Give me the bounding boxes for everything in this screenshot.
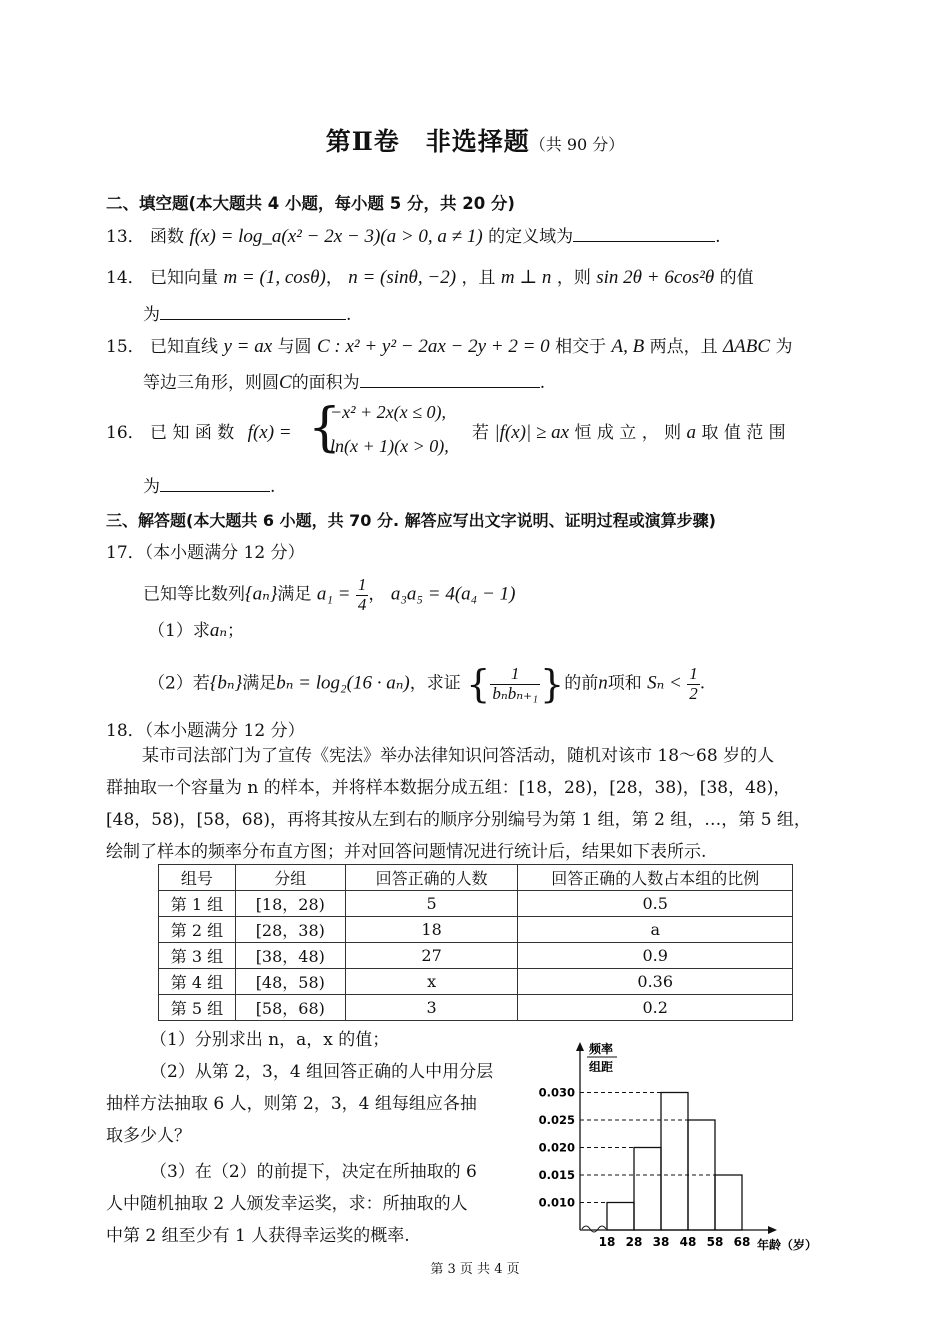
q14-pre: 已知向量 (150, 268, 219, 288)
table-cell: 第 3 组 (159, 943, 236, 969)
q13-number: 13． (106, 227, 145, 247)
q17-a1: a₁ = (316, 583, 351, 605)
q17-part1 (148, 616, 244, 642)
q16-end: . (270, 477, 276, 497)
table-cell: 0.36 (518, 969, 793, 995)
q18-sub3-l1: （3）在（2）的前提下，决定在所抽取的 6 (150, 1162, 477, 1182)
q18-sub2-l2: 抽样方法抽取 6 人，则第 2，3，4 组每组应各抽 (106, 1094, 477, 1114)
q18-subquestions (106, 1024, 526, 1252)
question-16-right (472, 418, 786, 444)
y-axis-arrow-icon (576, 1042, 584, 1051)
table-cell: 第 2 组 (159, 917, 236, 943)
q14-line2: 为 (143, 305, 160, 325)
table-cell: 5 (345, 891, 518, 917)
q15-points: A, B (611, 336, 645, 357)
q16-mid2: 恒 成 立 ， 则 (574, 423, 682, 443)
question-16-line2 (143, 472, 275, 497)
page-footer: 第 3 页 共 4 页 (430, 1262, 520, 1277)
table-cell: 第 4 组 (159, 969, 236, 995)
x-tick-label: 58 (706, 1235, 724, 1249)
y-tick-label: 0.010 (538, 1195, 575, 1210)
q14-mid2: ，则 (556, 268, 591, 288)
section3-heading: 三、解答题(本大题共 6 小题，共 70 分. 解答应写出文字说明、证明过程或演算步骤) (106, 511, 716, 530)
question-15 (106, 332, 792, 358)
q18-para1: 某市司法部门为了宣传《宪法》举办法律知识问答活动，随机对该市 18～68 岁的人 (142, 746, 775, 766)
q13-answer-blank[interactable] (573, 225, 715, 242)
table-cell: 18 (345, 917, 518, 943)
q15-mid3: 两点，且 (649, 337, 718, 357)
q17-stem (143, 576, 515, 614)
table-cell: x (345, 969, 518, 995)
table-cell: 3 (345, 995, 518, 1021)
table-cell: 0.9 (518, 943, 793, 969)
q15-c: C (279, 372, 292, 393)
x-tick-label: 38 (652, 1235, 670, 1249)
x-label: 年龄（岁） (757, 1238, 818, 1252)
histogram-static (576, 1041, 817, 1252)
q18-sub1: （1）分别求出 n，a，x 的值； (150, 1030, 390, 1050)
q17-p2-mid2: ，求证 (409, 673, 461, 694)
x-axis-arrow-icon (768, 1226, 777, 1234)
table-cell: [58，68) (235, 995, 345, 1021)
q14-vector-n: n = (sinθ, −2) (348, 267, 457, 288)
q14-sep: ， (325, 268, 343, 288)
question-15-line2 (143, 368, 545, 394)
q15-circle-eq: C : x² + y² − 2ax − 2y + 2 = 0 (316, 336, 550, 357)
q17-p2-mid: 满足 (242, 673, 277, 694)
q15-number: 15． (106, 337, 145, 357)
q17-seq-b: {bₙ} (209, 672, 243, 694)
q17-p2-mid3: 的前 (564, 673, 599, 694)
q17-number: 17．（本小题满分 12 分） (106, 543, 305, 563)
table-cell: 0.5 (518, 891, 793, 917)
table-header: 回答正确的人数 (345, 865, 518, 891)
table-row (159, 917, 793, 943)
q17-n: n (598, 672, 608, 694)
axis-break-icon (582, 1226, 606, 1232)
q16-answer-blank[interactable] (160, 475, 270, 492)
y-tick-label: 0.020 (538, 1140, 575, 1155)
q15-mid2: 相交于 (555, 337, 607, 357)
q13-pre: 函数 (150, 227, 185, 247)
q17-p2-label: （2）若 (148, 673, 210, 694)
q18-number: 18．（本小题满分 12 分） (106, 721, 305, 741)
q16-number: 16． (106, 423, 145, 443)
q17-bn: bₙ = log₂(16 · aₙ) (276, 672, 410, 694)
q15-line2-pre: 等边三角形，则圆 (143, 373, 279, 393)
q15-line2-post: 的面积为 (291, 373, 360, 393)
table-header-row (159, 865, 793, 891)
q16-mid: 若 (472, 423, 489, 443)
q14-vector-m: m = (1, cosθ) (223, 267, 326, 288)
table-cell: [48，58) (235, 969, 345, 995)
table-row (159, 969, 793, 995)
table-cell: 第 1 组 (159, 891, 236, 917)
q15-end: . (539, 373, 546, 393)
question-16 (106, 418, 292, 444)
q17-a1-den: 4 (357, 594, 367, 614)
table-cell: [18，28) (235, 891, 345, 917)
x-tick-label: 28 (625, 1235, 643, 1249)
question-13 (106, 222, 721, 248)
table-row (159, 891, 793, 917)
y-label-den: 组距 (589, 1060, 614, 1074)
table-cell: a (518, 917, 793, 943)
histogram-bars (539, 1086, 751, 1250)
q15-post: 为 (775, 337, 793, 357)
q15-answer-blank[interactable] (360, 371, 540, 388)
question-14-line2 (143, 300, 351, 325)
q17-p1-label: （1）求 (148, 621, 210, 641)
y-tick-label: 0.015 (538, 1168, 575, 1182)
q18-table (158, 864, 793, 1021)
q16-line2: 为 (143, 477, 160, 497)
page-title (0, 122, 950, 158)
histogram-bar (607, 1203, 634, 1231)
q13-end: . (715, 227, 721, 247)
q17-stem-pre: 已知等比数列 (143, 584, 245, 605)
q17-p2-end: . (699, 673, 706, 694)
table-row (159, 995, 793, 1021)
q17-stem-mid: 满足 (277, 584, 312, 605)
q15-mid: 与圆 (277, 337, 312, 357)
q15-triangle: ΔABC (723, 336, 771, 357)
q17-p1-end: ； (227, 621, 245, 641)
title-main: 第Ⅱ卷 非选择题 (325, 127, 530, 156)
q16-brace: { (308, 398, 342, 458)
q14-perp: m ⊥ n (500, 267, 552, 288)
q17-p2-mid4: 项和 (607, 673, 642, 694)
q18-para2: 群抽取一个容量为 n 的样本，并将样本数据分成五组：[18，28)，[28，38)，[38，48)， (106, 778, 791, 798)
question-14 (106, 263, 754, 289)
q14-mid: ，且 (461, 268, 496, 288)
q18-paragraph (106, 740, 866, 868)
table-header: 分组 (235, 865, 345, 891)
section2-heading: 二、填空题(本大题共 4 小题，每小题 5 分，共 20 分) (106, 194, 515, 213)
table-header: 组号 (159, 865, 236, 891)
q14-number: 14． (106, 268, 145, 288)
q17-p1-var: aₙ (209, 620, 228, 641)
q17-a1-fraction (356, 576, 369, 614)
q18-para3: [48，58)，[58，68)，再将其按从左到右的顺序分别编号为第 1 组，第 2 组，…，第 5 组， (106, 810, 811, 830)
histogram-bar (634, 1148, 661, 1231)
q14-post: 的值 (719, 268, 754, 288)
q17-half-fraction (687, 665, 700, 703)
title-sub: （共 90 分） (529, 135, 625, 154)
q16-pre: 已 知 函 数 (150, 423, 235, 443)
q17-sep: ， (368, 584, 386, 605)
q17-recip-num: 1 (490, 665, 540, 685)
q16-case1: −x² + 2x(x ≤ 0), (330, 402, 447, 422)
q16-fx: f(x) = (247, 422, 292, 443)
q14-answer-blank[interactable] (160, 303, 346, 320)
q17-seq-a: {aₙ} (245, 583, 278, 605)
x-tick-label: 68 (733, 1235, 751, 1249)
q17-half-num: 1 (689, 663, 698, 683)
q16-ineq: |f(x)| ≥ ax (494, 422, 570, 443)
q17-part2 (148, 662, 705, 706)
q15-pre: 已知直线 (150, 337, 219, 357)
q18-sub3-l3: 中第 2 组至少有 1 人获得幸运奖的概率. (106, 1226, 410, 1246)
q17-a1-num: 1 (357, 575, 367, 594)
q18-sub3-l2: 人中随机抽取 2 人颁发幸运奖，求：所抽取的人 (106, 1194, 468, 1214)
q17-half-den: 2 (689, 683, 698, 703)
q17-sn: Sₙ < (647, 672, 682, 694)
q17-recip-fraction (490, 665, 540, 703)
q16-post: 取 值 范 围 (701, 423, 786, 443)
y-tick-label: 0.025 (538, 1113, 575, 1127)
q14-end: . (346, 305, 352, 325)
y-tick-label: 0.030 (538, 1085, 575, 1100)
q17-right-brace: } (540, 662, 565, 706)
q17-recip-den: bₙbₙ₊₁ (492, 683, 539, 703)
table-cell: [28，38) (235, 917, 345, 943)
q18-para4: 绘制了样本的频率分布直方图；并对回答问题情况进行统计后，结果如下表所示. (106, 842, 707, 862)
q15-line-eq: y = ax (223, 336, 273, 357)
y-label-num: 频率 (589, 1042, 614, 1056)
q18-sub2-l3: 取多少人？ (106, 1126, 191, 1146)
x-tick-label: 18 (598, 1235, 616, 1249)
table-row (159, 943, 793, 969)
histogram-bar (715, 1175, 742, 1230)
table-cell: [38，48) (235, 943, 345, 969)
q13-formula: f(x) = log_a(x² − 2x − 3)(a > 0, a ≠ 1) (189, 226, 483, 247)
table-cell: 第 5 组 (159, 995, 236, 1021)
q16-a: a (686, 422, 697, 443)
table-header: 回答正确的人数占本组的比例 (518, 865, 793, 891)
q16-case2: ln(x + 1)(x > 0), (330, 436, 449, 456)
q17-cond: a₃a₅ = 4(a₄ − 1) (390, 583, 516, 605)
q18-sub2-l1: （2）从第 2，3，4 组回答正确的人中用分层 (150, 1062, 494, 1082)
q13-post: 的定义域为 (488, 227, 574, 247)
table-cell: 27 (345, 943, 518, 969)
table-cell: 0.2 (518, 995, 793, 1021)
frequency-histogram (535, 1032, 825, 1252)
x-tick-label: 48 (679, 1235, 697, 1249)
q14-expr: sin 2θ + 6cos²θ (596, 267, 715, 288)
q17-left-brace: { (466, 662, 491, 706)
histogram-bar (661, 1093, 688, 1231)
